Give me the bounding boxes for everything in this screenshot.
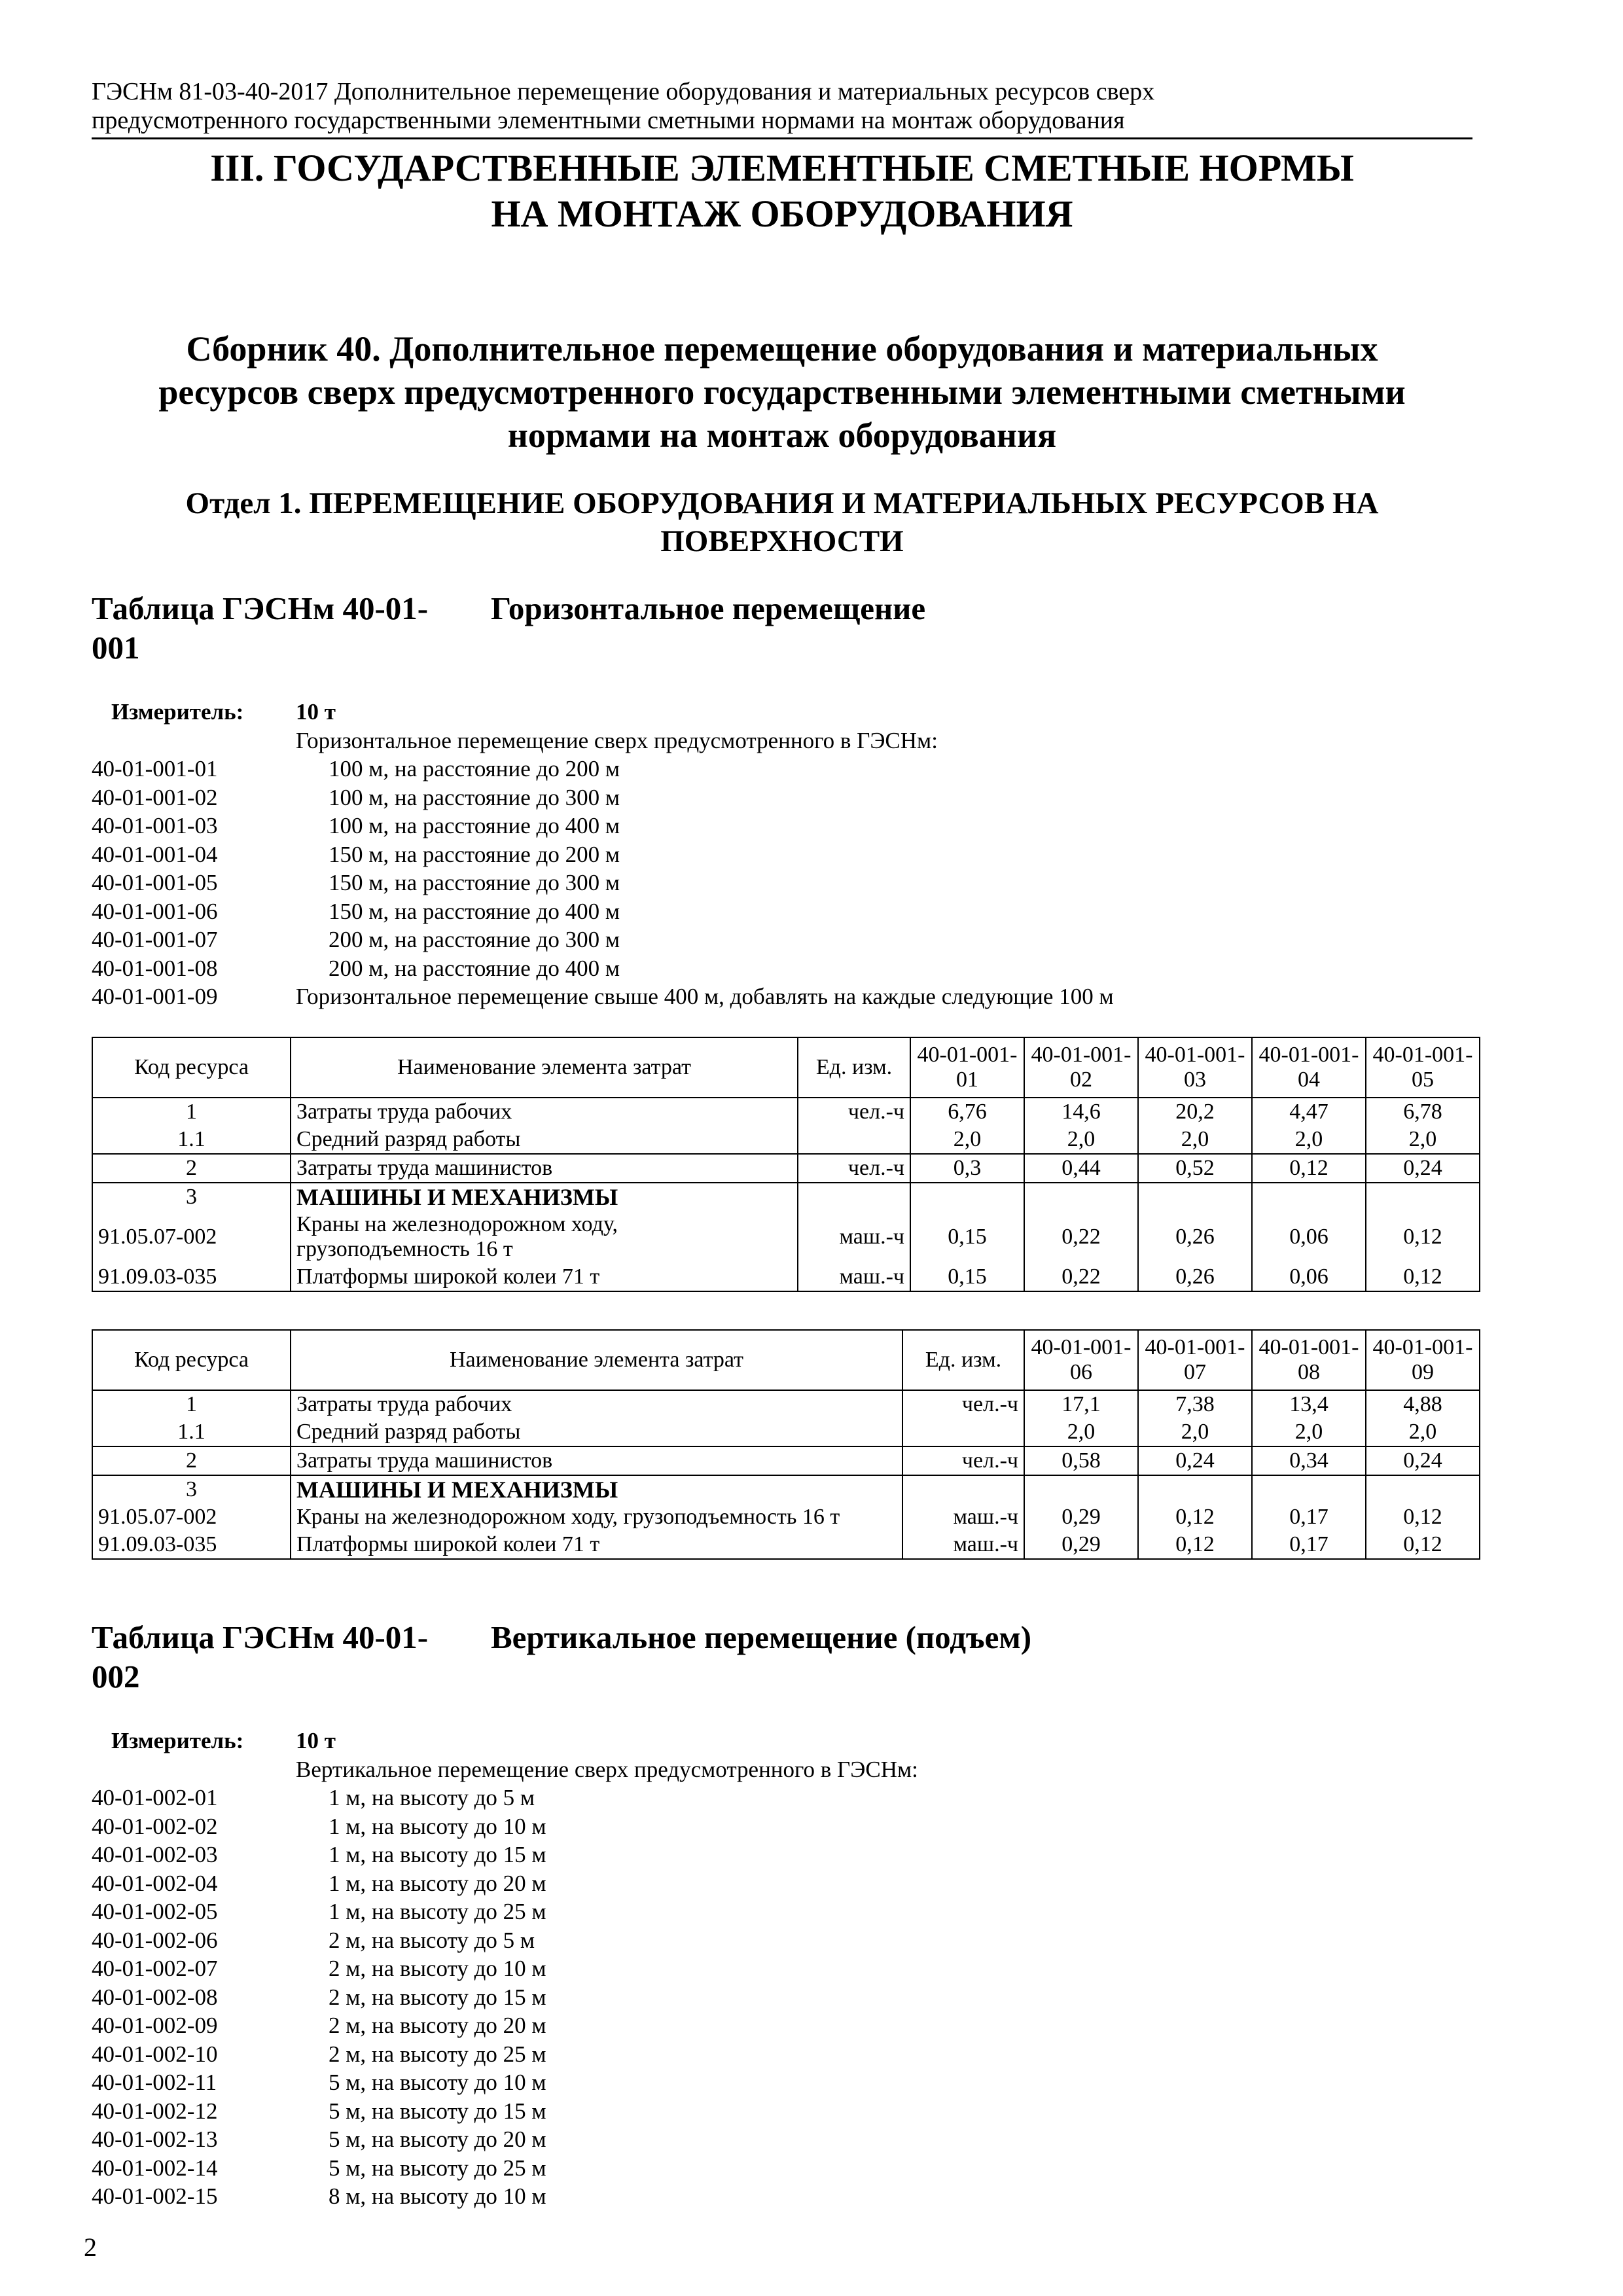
- page-number: 2: [84, 2233, 97, 2262]
- table-code: [92, 589, 458, 668]
- item-row: [92, 2040, 1472, 2069]
- resource-unit: [902, 1475, 1024, 1503]
- item-row: [92, 755, 1472, 783]
- resource-value: 7,38: [1138, 1390, 1252, 1418]
- col-header-code: Код ресурса: [92, 1037, 291, 1098]
- item-code: 40-01-002-14: [92, 2155, 218, 2181]
- item-row: [92, 2125, 1472, 2154]
- item-description: 1 м, на высоту до 25 м: [329, 1899, 546, 1924]
- section-title-line-2: ПОВЕРХНОСТИ: [660, 524, 904, 558]
- item-row: [92, 897, 1472, 926]
- resource-name: Затраты труда рабочих: [291, 1390, 902, 1418]
- table-row: [92, 1390, 1480, 1418]
- item-description: 1 м, на высоту до 20 м: [329, 1870, 546, 1896]
- header-row: [92, 1330, 1480, 1390]
- resource-value: 0,17: [1252, 1531, 1366, 1559]
- resource-value: 17,1: [1024, 1390, 1138, 1418]
- item-description: 1 м, на высоту до 10 м: [329, 1813, 546, 1839]
- resource-code: 91.05.07-002: [92, 1211, 291, 1263]
- resource-name: МАШИНЫ И МЕХАНИЗМЫ: [291, 1183, 798, 1211]
- item-row: [92, 840, 1472, 869]
- table-row: [92, 1446, 1480, 1475]
- resource-value: 2,0: [1024, 1418, 1138, 1446]
- collection-title-line-1: Сборник 40. Дополнительное перемещение оборудования и материальных: [186, 329, 1378, 368]
- item-code: 40-01-002-02: [92, 1813, 218, 1839]
- item-description: 150 м, на расстояние до 200 м: [329, 841, 620, 867]
- resource-value: 0,22: [1024, 1263, 1138, 1291]
- table-row: [92, 1531, 1480, 1559]
- resource-value: 0,26: [1138, 1263, 1252, 1291]
- resource-table-40-01-001-06-09: [92, 1329, 1480, 1560]
- meter-row: [92, 1727, 1472, 1755]
- meter-label: Измеритель:: [111, 699, 244, 725]
- table-code: [92, 1618, 458, 1696]
- resource-value: 0,24: [1366, 1446, 1480, 1475]
- running-header-line-2: предусмотренного государственными элементными сметными нормами на монтаж оборудования: [92, 107, 1125, 134]
- resource-value: [1138, 1475, 1252, 1503]
- table-row: [92, 1183, 1480, 1211]
- table-row: [92, 1126, 1480, 1154]
- resource-value: 0,06: [1252, 1263, 1366, 1291]
- resource-value: 0,24: [1366, 1154, 1480, 1183]
- meter-block-40-01-001: [92, 698, 1472, 1011]
- table-name: Горизонтальное перемещение: [491, 590, 926, 626]
- resource-table-40-01-001-01-05: [92, 1037, 1480, 1292]
- header-row: [92, 1037, 1480, 1098]
- item-description: 5 м, на высоту до 10 м: [329, 2070, 546, 2095]
- item-code: 40-01-001-03: [92, 813, 218, 838]
- resource-value: 0,34: [1252, 1446, 1366, 1475]
- resource-value: 0,29: [1024, 1531, 1138, 1559]
- resource-value: 2,0: [1138, 1126, 1252, 1154]
- item-code: 40-01-002-13: [92, 2126, 218, 2152]
- item-code: 40-01-001-02: [92, 784, 218, 810]
- meter-value: 10 т: [296, 1728, 336, 1753]
- table-code-line-1: Таблица ГЭСНм 40-01-: [92, 590, 429, 626]
- item-description: 5 м, на высоту до 15 м: [329, 2098, 546, 2124]
- resource-value: 6,76: [910, 1098, 1024, 1126]
- resource-value: 2,0: [1024, 1126, 1138, 1154]
- table-code-line-2: 001: [92, 630, 140, 666]
- item-description: 100 м, на расстояние до 300 м: [329, 784, 620, 810]
- table-name: Вертикальное перемещение (подъем): [491, 1619, 1032, 1655]
- resource-value: 2,0: [1366, 1126, 1480, 1154]
- resource-code: 3: [92, 1183, 291, 1211]
- item-code: 40-01-002-15: [92, 2183, 218, 2209]
- resource-name: Средний разряд работы: [291, 1418, 902, 1446]
- resource-value: 2,0: [1252, 1126, 1366, 1154]
- resource-value: 0,15: [910, 1263, 1024, 1291]
- part-title-line-2: НА МОНТАЖ ОБОРУДОВАНИЯ: [491, 192, 1073, 235]
- item-row: [92, 925, 1472, 954]
- resource-value: 4,88: [1366, 1390, 1480, 1418]
- col-header-name: Наименование элемента затрат: [291, 1330, 902, 1390]
- col-header-norm: 40-01-001-07: [1138, 1330, 1252, 1390]
- resource-value: 4,47: [1252, 1098, 1366, 1126]
- item-description: 5 м, на высоту до 20 м: [329, 2126, 546, 2152]
- resource-code: 1.1: [92, 1418, 291, 1446]
- resource-name: Затраты труда рабочих: [291, 1098, 798, 1126]
- resource-name: Затраты труда машинистов: [291, 1154, 798, 1183]
- item-description: 200 м, на расстояние до 400 м: [329, 955, 620, 981]
- item-code: 40-01-001-06: [92, 898, 218, 924]
- resource-value: 6,78: [1366, 1098, 1480, 1126]
- meter-intro: Вертикальное перемещение сверх предусмотренного в ГЭСНм:: [296, 1756, 918, 1782]
- item-description: 1 м, на высоту до 5 м: [329, 1785, 535, 1810]
- table-heading-40-01-001: [92, 589, 1472, 674]
- item-row: [92, 1840, 1472, 1869]
- running-header-line-1: ГЭСНм 81-03-40-2017 Дополнительное перемещение оборудования и материальных ресурсов сверх: [92, 78, 1155, 105]
- resource-value: [910, 1183, 1024, 1211]
- resource-name: Платформы широкой колеи 71 т: [291, 1531, 902, 1559]
- resource-unit: маш.-ч: [798, 1263, 910, 1291]
- resource-code: 91.09.03-035: [92, 1531, 291, 1559]
- table-row: [92, 1211, 1480, 1263]
- resource-value: 0,24: [1138, 1446, 1252, 1475]
- col-header-norm: 40-01-001-08: [1252, 1330, 1366, 1390]
- resource-value: 2,0: [1366, 1418, 1480, 1446]
- item-description: 2 м, на высоту до 5 м: [329, 1927, 535, 1953]
- resource-value: 2,0: [1138, 1418, 1252, 1446]
- resource-code: 91.09.03-035: [92, 1263, 291, 1291]
- item-row: [92, 1812, 1472, 1841]
- resource-value: 14,6: [1024, 1098, 1138, 1126]
- resource-value: 0,12: [1252, 1154, 1366, 1183]
- resource-value: 20,2: [1138, 1098, 1252, 1126]
- item-row: [92, 1926, 1472, 1955]
- resource-value: [1024, 1475, 1138, 1503]
- resource-unit: [798, 1126, 910, 1154]
- resource-value: 0,52: [1138, 1154, 1252, 1183]
- resource-unit: [798, 1183, 910, 1211]
- resource-value: 0,3: [910, 1154, 1024, 1183]
- item-code: 40-01-002-07: [92, 1956, 218, 1981]
- item-code: 40-01-002-09: [92, 2013, 218, 2038]
- resource-name: Затраты труда машинистов: [291, 1446, 902, 1475]
- item-code: 40-01-001-08: [92, 955, 218, 981]
- item-code: 40-01-002-11: [92, 2070, 217, 2095]
- item-description: 1 м, на высоту до 15 м: [329, 1842, 546, 1867]
- resource-code: 1.1: [92, 1126, 291, 1154]
- table-code-line-1: Таблица ГЭСНм 40-01-: [92, 1619, 429, 1655]
- resource-code: 3: [92, 1475, 291, 1503]
- item-row: [92, 2097, 1472, 2126]
- item-row: [92, 954, 1472, 983]
- item-code: 40-01-002-08: [92, 1984, 218, 2010]
- item-code: 40-01-002-03: [92, 1842, 218, 1867]
- resource-value: [1024, 1183, 1138, 1211]
- item-code: 40-01-001-09: [92, 984, 218, 1009]
- resource-value: 0,06: [1252, 1211, 1366, 1263]
- item-code: 40-01-002-10: [92, 2041, 218, 2067]
- resource-code: 1: [92, 1390, 291, 1418]
- meter-intro-row: [92, 726, 1472, 755]
- resource-unit: [902, 1418, 1024, 1446]
- col-header-norm: 40-01-001-05: [1366, 1037, 1480, 1098]
- col-header-norm: 40-01-001-02: [1024, 1037, 1138, 1098]
- resource-value: 0,58: [1024, 1446, 1138, 1475]
- col-header-norm: 40-01-001-06: [1024, 1330, 1138, 1390]
- col-header-unit: Ед. изм.: [902, 1330, 1024, 1390]
- col-header-norm: 40-01-001-01: [910, 1037, 1024, 1098]
- collection-title-line-3: нормами на монтаж оборудования: [507, 416, 1057, 455]
- table-code-line-2: 002: [92, 1659, 140, 1695]
- resource-value: [1366, 1183, 1480, 1211]
- item-row: [92, 2182, 1472, 2211]
- resource-name: Краны на железнодорожном ходу, грузоподъемность 16 т: [291, 1211, 798, 1263]
- item-code: 40-01-002-05: [92, 1899, 218, 1924]
- meter-intro-row: [92, 1755, 1472, 1784]
- item-row: [92, 982, 1472, 1011]
- item-code: 40-01-001-07: [92, 927, 218, 952]
- item-code: 40-01-001-04: [92, 841, 218, 867]
- item-row: [92, 2068, 1472, 2097]
- resource-value: [1366, 1475, 1480, 1503]
- item-code: 40-01-002-06: [92, 1927, 218, 1953]
- resource-value: [1252, 1183, 1366, 1211]
- resource-value: 2,0: [1252, 1418, 1366, 1446]
- resource-value: 2,0: [910, 1126, 1024, 1154]
- item-code: 40-01-002-04: [92, 1870, 218, 1896]
- table-row: [92, 1098, 1480, 1126]
- resource-unit: чел.-ч: [798, 1154, 910, 1183]
- table-row: [92, 1154, 1480, 1183]
- item-description: 2 м, на высоту до 10 м: [329, 1956, 546, 1981]
- resource-code: 2: [92, 1154, 291, 1183]
- col-header-code: Код ресурса: [92, 1330, 291, 1390]
- item-row: [92, 1869, 1472, 1898]
- resource-value: 0,29: [1024, 1503, 1138, 1531]
- resource-value: 0,44: [1024, 1154, 1138, 1183]
- item-row: [92, 869, 1472, 897]
- table-heading-40-01-002: [92, 1618, 1472, 1703]
- col-header-norm: 40-01-001-04: [1252, 1037, 1366, 1098]
- table-row: [92, 1475, 1480, 1503]
- resource-value: 0,26: [1138, 1211, 1252, 1263]
- resource-value: 0,22: [1024, 1211, 1138, 1263]
- item-description: 2 м, на высоту до 15 м: [329, 1984, 546, 2010]
- col-header-norm: 40-01-001-09: [1366, 1330, 1480, 1390]
- resource-unit: маш.-ч: [902, 1531, 1024, 1559]
- item-code: 40-01-001-05: [92, 870, 218, 895]
- resource-value: 13,4: [1252, 1390, 1366, 1418]
- item-description: 150 м, на расстояние до 300 м: [329, 870, 620, 895]
- resource-value: 0,12: [1366, 1503, 1480, 1531]
- item-row: [92, 2154, 1472, 2183]
- item-row: [92, 1954, 1472, 1983]
- item-description: 2 м, на высоту до 25 м: [329, 2041, 546, 2067]
- resource-name: Краны на железнодорожном ходу, грузоподъемность 16 т: [291, 1503, 902, 1531]
- item-code: 40-01-001-01: [92, 756, 218, 781]
- resource-value: 0,12: [1366, 1263, 1480, 1291]
- item-description: 200 м, на расстояние до 300 м: [329, 927, 620, 952]
- table-row: [92, 1418, 1480, 1446]
- resource-value: 0,12: [1138, 1503, 1252, 1531]
- item-description: 100 м, на расстояние до 400 м: [329, 813, 620, 838]
- resource-value: 0,12: [1366, 1211, 1480, 1263]
- collection-title-line-2: ресурсов сверх предусмотренного государственными элементными сметными: [158, 372, 1406, 412]
- item-row: [92, 1897, 1472, 1926]
- item-code: 40-01-002-01: [92, 1785, 218, 1810]
- col-header-unit: Ед. изм.: [798, 1037, 910, 1098]
- part-title: [92, 145, 1472, 237]
- resource-code: 91.05.07-002: [92, 1503, 291, 1531]
- resource-value: 0,12: [1138, 1531, 1252, 1559]
- resource-unit: маш.-ч: [798, 1211, 910, 1263]
- item-code: 40-01-002-12: [92, 2098, 218, 2124]
- resource-name: МАШИНЫ И МЕХАНИЗМЫ: [291, 1475, 902, 1503]
- resource-unit: чел.-ч: [902, 1446, 1024, 1475]
- meter-row: [92, 698, 1472, 726]
- part-title-line-1: III. ГОСУДАРСТВЕННЫЕ ЭЛЕМЕНТНЫЕ СМЕТНЫЕ НОРМЫ: [210, 147, 1354, 189]
- resource-name: Платформы широкой колеи 71 т: [291, 1263, 798, 1291]
- item-description: 100 м, на расстояние до 200 м: [329, 756, 620, 781]
- resource-unit: чел.-ч: [798, 1098, 910, 1126]
- col-header-name: Наименование элемента затрат: [291, 1037, 798, 1098]
- resource-unit: маш.-ч: [902, 1503, 1024, 1531]
- resource-unit: чел.-ч: [902, 1390, 1024, 1418]
- meter-value: 10 т: [296, 699, 336, 725]
- item-description: 2 м, на высоту до 20 м: [329, 2013, 546, 2038]
- item-description: 150 м, на расстояние до 400 м: [329, 898, 620, 924]
- resource-value: [1138, 1183, 1252, 1211]
- item-row: [92, 1784, 1472, 1812]
- resource-name: Средний разряд работы: [291, 1126, 798, 1154]
- section-title-line-1: Отдел 1. ПЕРЕМЕЩЕНИЕ ОБОРУДОВАНИЯ И МАТЕРИАЛЬНЫХ РЕСУРСОВ НА: [185, 486, 1379, 520]
- item-row: [92, 2011, 1472, 2040]
- col-header-norm: 40-01-001-03: [1138, 1037, 1252, 1098]
- resource-code: 1: [92, 1098, 291, 1126]
- table-row: [92, 1503, 1480, 1531]
- resource-value: 0,12: [1366, 1531, 1480, 1559]
- item-row: [92, 1983, 1472, 2012]
- resource-value: 0,15: [910, 1211, 1024, 1263]
- resource-value: 0,17: [1252, 1503, 1366, 1531]
- section-title: [92, 484, 1472, 560]
- item-description: 5 м, на высоту до 25 м: [329, 2155, 546, 2181]
- resource-code: 2: [92, 1446, 291, 1475]
- item-description: 8 м, на высоту до 10 м: [329, 2183, 546, 2209]
- meter-label: Измеритель:: [111, 1728, 244, 1753]
- running-header: [92, 77, 1472, 139]
- item-description: Горизонтальное перемещение свыше 400 м, добавлять на каждые следующие 100 м: [296, 984, 1114, 1009]
- item-row: [92, 783, 1472, 812]
- resource-value: [1252, 1475, 1366, 1503]
- meter-intro: Горизонтальное перемещение сверх предусмотренного в ГЭСНм:: [296, 727, 938, 753]
- item-row: [92, 812, 1472, 840]
- collection-title: [92, 327, 1472, 457]
- meter-block-40-01-002: [92, 1727, 1472, 2211]
- table-row: [92, 1263, 1480, 1291]
